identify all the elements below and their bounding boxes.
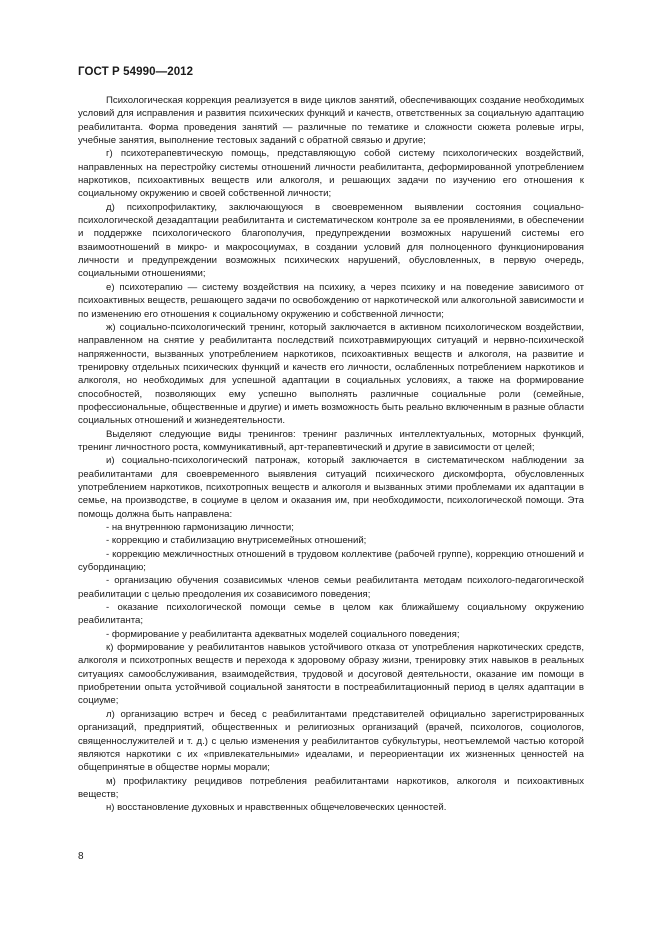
paragraph-k: к) формирование у реабилитантов навыков устойчивого отказа от употребления наркотических средств, алкоголя и психотропных веществ и перехода к здоровому образу жизни, тренировку этих навыков в реальных ситуациях самообслуживания, взаимодействия, трудовой и досуговой деятельности, оказание им помощи в приобретении опыта устойчивой социальной занятости в постреабилитационный период в целях адаптации в социуме; <box>78 642 584 707</box>
paragraph-l: л) организацию встреч и бесед с реабилитантами представителей официально зарегистрированных организаций, предприятий, общественных и религиозных организаций (врачей, психологов, социологов, священнослужителей и т. д.) с целью изменения у реабилитантов субкультуры, неотъемлемой частью которой являются наркотики с их «привлекательными» идеалами, и переориентации их жизненных ценностей на общепринятые в обществе нормы морали; <box>78 708 584 774</box>
paragraph-intro: Психологическая коррекция реализуется в виде циклов занятий, обеспечивающих создание необходимых условий для исправления и развития психических функций и качеств, ответственных за социальную адаптацию реабилитанта. Форма проведения занятий — различные по тематике и сложности сюжета ролевые игры, учебные занятия, выполнение тестовых заданий с обратной связью и другие; <box>78 95 584 147</box>
list-item: - коррекцию и стабилизацию внутрисемейных отношений; <box>106 535 367 547</box>
paragraph-d: д) психопрофилактику, заключающуюся в своевременном выявлении состояния социально-психологической дезадаптации реабилитанта и систематическом контроле за ее проявлениями, в обеспечении и поддержке психологического благополучия, предупреждении возможных нарушений системы его взаимоотношений в микро- и макросоциумах, в создании условий для полноценного функционирования личности и предупреждении возможных психических нарушений, обусловленных, в первую очередь, социальными отношениями; <box>78 201 584 280</box>
document-header: ГОСТ Р 54990—2012 <box>78 66 194 78</box>
paragraph-n: н) восстановление духовных и нравственных общечеловеческих ценностей. <box>106 802 447 814</box>
paragraph-e: е) психотерапию — систему воздействия на психику, а через психику и на поведение зависимого от психоактивных веществ, решающего задачи по освобождению от наркотической или алкогольной зависимости и по изменению его отношения к социальному окружению и собственной личности; <box>78 281 584 320</box>
paragraph-m: м) профилактику рецидивов потребления реабилитантами наркотиков, алкоголя и психоактивных веществ; <box>78 775 584 800</box>
list-item: - формирование у реабилитанта адекватных моделей социального поведения; <box>106 628 460 640</box>
list-item: - на внутреннюю гармонизацию личности; <box>106 522 294 533</box>
list-item: - оказание психологической помощи семье в целом как ближайшему социальному окружению реабилитанта; <box>78 602 584 627</box>
paragraph-trainings: Выделяют следующие виды тренингов: тренинг различных интеллектуальных, моторных функций, тренинг личностного роста, коммуникативный, арт-терапевтический и другие в зависимости от целей; <box>78 428 584 453</box>
document-body <box>78 94 584 815</box>
list-item: - коррекцию межличностных отношений в трудовом коллективе (рабочей группе), коррекцию отношений и субординацию; <box>78 548 584 574</box>
paragraph-g: г) психотерапевтическую помощь, представляющую собой систему психологических воздействий, направленных на перестройку системы отношений личности реабилитанта, деформированной употреблением наркотиков, психоактивных веществ или алкоголя, и решающих задачи по изучению его отношения к социальному окружению и своей собственной личности; <box>78 148 584 200</box>
page-number: 8 <box>78 851 84 862</box>
paragraph-i: и) социально-психологический патронаж, который заключается в систематическом наблюдении за реабилитантами для своевременного выявления ситуаций психического дискомфорта, обусловленных употреблением наркотиков, психотропных веществ и алкоголя и вызванных этими проблемами их адаптации в семье, на производстве, в социуме в целом и оказания им, при необходимости, психологической помощи. Эта помощь должна быть направлена: <box>78 455 584 520</box>
list-item: - организацию обучения созависимых членов семьи реабилитанта методам психолого-педагогической реабилитации с целью преодоления их созависимого поведения; <box>78 575 584 600</box>
paragraph-zh: ж) социально-психологический тренинг, который заключается в активном психологическом воздействии, направленном на снятие у реабилитанта последствий психотравмирующих ситуаций и нервно-психической напряженности, вызванных употреблением наркотиков, психоактивных веществ и алкоголя, на развитие и тренировку отдельных психических функций и качеств его личности, ослабленных потреблением наркотиков и алкоголя, но необходимых для успешной адаптации в социальных условиях, а также на формирование способностей, позволяющих ему успешно выполнять различные социальные роли (семейные, профессиональные, общественные и другие) и иметь возможность быть реально включенным в разные области социальных отношений и жизнедеятельности. <box>78 321 584 427</box>
